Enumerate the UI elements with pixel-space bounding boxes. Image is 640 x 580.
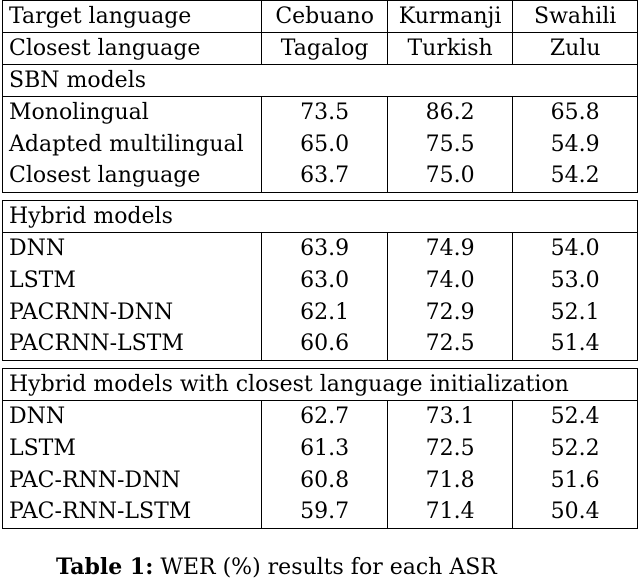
row-label: Closest language: [3, 161, 262, 193]
header-row-closest: [3, 33, 638, 65]
table-row: [3, 297, 638, 329]
header-cell: Turkish: [387, 33, 513, 65]
value-cell: 51.4: [513, 329, 638, 361]
table-row: [3, 401, 638, 433]
row-label: PAC-RNN-DNN: [3, 465, 262, 497]
value-cell: 59.7: [262, 497, 387, 529]
value-cell: 65.8: [513, 97, 638, 129]
value-cell: 63.7: [262, 161, 387, 193]
value-cell: 73.1: [387, 401, 513, 433]
value-cell: 62.7: [262, 401, 387, 433]
value-cell: 63.0: [262, 265, 387, 297]
section-title: Hybrid models: [3, 201, 638, 233]
row-label: Monolingual: [3, 97, 262, 129]
table-row: [3, 161, 638, 193]
value-cell: 54.0: [513, 233, 638, 265]
row-label: LSTM: [3, 433, 262, 465]
value-cell: 86.2: [387, 97, 513, 129]
header-cell: Kurmanji: [387, 1, 513, 33]
table-row: [3, 433, 638, 465]
value-cell: 72.5: [387, 329, 513, 361]
value-cell: 60.6: [262, 329, 387, 361]
header-cell: Closest language: [3, 33, 262, 65]
value-cell: 73.5: [262, 97, 387, 129]
value-cell: 53.0: [513, 265, 638, 297]
header-cell: Swahili: [513, 1, 638, 33]
table-row: [3, 497, 638, 529]
caption-text: WER (%) results for each ASR: [160, 555, 497, 580]
value-cell: 52.4: [513, 401, 638, 433]
value-cell: 52.2: [513, 433, 638, 465]
table-row: [3, 129, 638, 161]
table-row: [3, 97, 638, 129]
table-row: [3, 233, 638, 265]
header-cell: Cebuano: [262, 1, 387, 33]
section-gap: [3, 361, 638, 369]
value-cell: 75.0: [387, 161, 513, 193]
value-cell: 65.0: [262, 129, 387, 161]
row-label: PAC-RNN-LSTM: [3, 497, 262, 529]
value-cell: 74.0: [387, 265, 513, 297]
value-cell: 51.6: [513, 465, 638, 497]
value-cell: 54.2: [513, 161, 638, 193]
header-cell: Target language: [3, 1, 262, 33]
section-title: SBN models: [3, 65, 638, 97]
wer-results-table: [2, 0, 638, 529]
value-cell: 50.4: [513, 497, 638, 529]
value-cell: 75.5: [387, 129, 513, 161]
value-cell: 72.9: [387, 297, 513, 329]
row-label: PACRNN-LSTM: [3, 329, 262, 361]
table-caption: Table 1: WER (%) results for each ASR: [56, 554, 497, 580]
row-label: LSTM: [3, 265, 262, 297]
caption-label: Table 1: [56, 554, 146, 580]
header-row-target: [3, 1, 638, 33]
section-title: Hybrid models with closest language initialization: [3, 369, 638, 401]
row-label: Adapted multilingual: [3, 129, 262, 161]
value-cell: 72.5: [387, 433, 513, 465]
section-title-row: [3, 201, 638, 233]
row-label: DNN: [3, 233, 262, 265]
table-row: [3, 465, 638, 497]
value-cell: 71.8: [387, 465, 513, 497]
value-cell: 63.9: [262, 233, 387, 265]
header-cell: Tagalog: [262, 33, 387, 65]
value-cell: 74.9: [387, 233, 513, 265]
header-cell: Zulu: [513, 33, 638, 65]
table-row: [3, 265, 638, 297]
section-title-row: [3, 369, 638, 401]
value-cell: 71.4: [387, 497, 513, 529]
value-cell: 60.8: [262, 465, 387, 497]
section-gap: [3, 193, 638, 201]
value-cell: 52.1: [513, 297, 638, 329]
row-label: DNN: [3, 401, 262, 433]
section-title-row: [3, 65, 638, 97]
table-row: [3, 329, 638, 361]
row-label: PACRNN-DNN: [3, 297, 262, 329]
value-cell: 62.1: [262, 297, 387, 329]
value-cell: 61.3: [262, 433, 387, 465]
value-cell: 54.9: [513, 129, 638, 161]
